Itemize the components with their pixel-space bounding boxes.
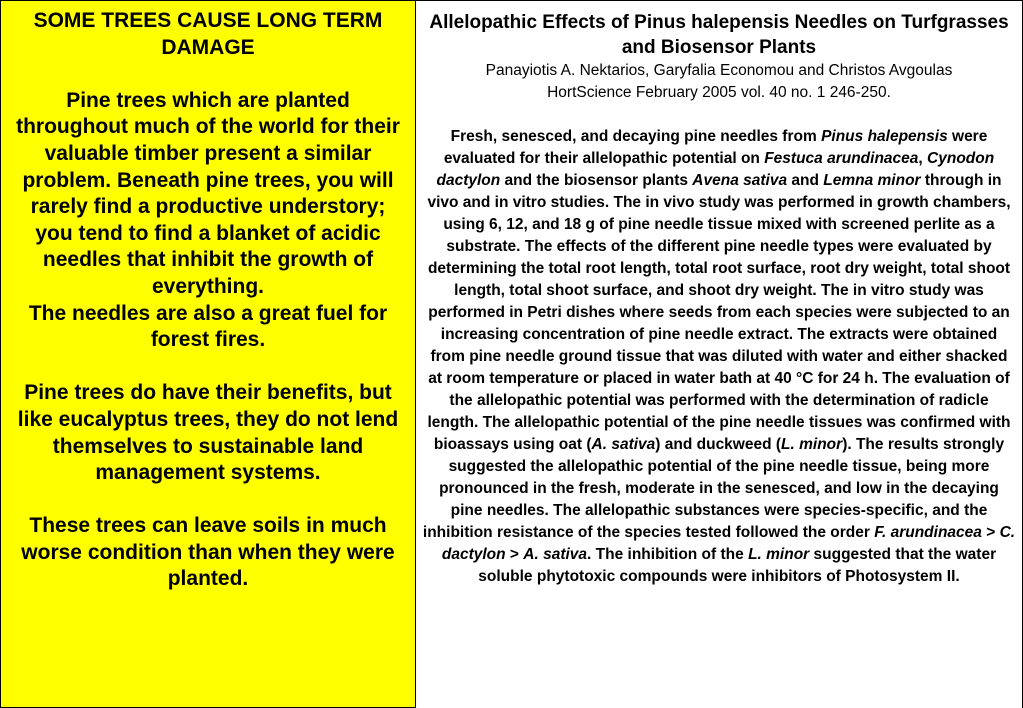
abstract-species-name: A. sativa bbox=[591, 436, 656, 453]
left-paragraph-fuel: The needles are also a great fuel for forest fires. bbox=[28, 301, 388, 352]
abstract-text: suggested that the water soluble phytotoxic compounds were inhibitors of Photosystem II. bbox=[478, 546, 997, 585]
abstract-text: > bbox=[505, 546, 524, 563]
abstract-species-name: Avena sativa bbox=[692, 172, 788, 189]
abstract-text: ) and duckweed ( bbox=[655, 436, 782, 453]
left-panel bbox=[0, 0, 416, 708]
left-paragraph-benefits: Pine trees do have their benefits, but like eucalyptus trees, they do not lend themselves to sustainable land management systems. bbox=[17, 381, 399, 485]
spacer bbox=[11, 61, 405, 88]
abstract-species-name: Cynodon dactylon bbox=[436, 150, 995, 189]
abstract-text: ). The results strongly suggested the allelopathic potential of the pine needle tissue, being more pronounced in the fresh, moderate in the senesced, and low in the decaying pine needles. The allelopathic substances were species-specific, and the inhibition resistance of the species tested followed the order bbox=[422, 436, 1005, 541]
abstract-text: > bbox=[981, 524, 1000, 541]
abstract-text: were evaluated for their allelopathic potential on bbox=[443, 128, 988, 167]
right-panel bbox=[416, 0, 1023, 708]
left-paragraph-soils: These trees can leave soils in much worse condition than when they were planted. bbox=[21, 514, 395, 591]
paper-authors: Panayiotis A. Nektarios, Garyfalia Economou and Christos Avgoulas bbox=[485, 62, 953, 79]
abstract-text: and the biosensor plants bbox=[500, 172, 693, 189]
abstract-text: Fresh, senesced, and decaying pine needles from bbox=[450, 128, 822, 145]
abstract-species-name: L. minor bbox=[748, 546, 810, 563]
abstract-species-name: Pinus halepensis bbox=[821, 128, 948, 145]
abstract-species-name: A. sativa bbox=[523, 546, 588, 563]
abstract-species-name: F. arundinacea bbox=[874, 524, 982, 541]
abstract-species-name: Festuca arundinacea bbox=[764, 150, 919, 167]
abstract-species-name: C. dactylon bbox=[441, 524, 1016, 563]
abstract-text: through in vivo and in vitro studies. The in vivo study was performed in growth chambers, using 6, 12, and 18 g of pine needle tissue mixed with screened perlite as a substrate. The effects of the different pine needle types were evaluated by determining the total root length, total root surface, root dry weight, total shoot length, total shoot surface, and shoot dry weight. The in vitro study was performed in Petri dishes where seeds from each species were subjected to an increasing concentration of pine needle extract. The extracts were obtained from pine needle ground tissue that was diluted with water and either shacked at room temperature or placed in water bath at 40 °C for 24 h. The evaluation of the allelopathic potential was performed with the determination of radicle length. The allelopathic potential of the pine needle tissues was confirmed with bioassays using oat ( bbox=[427, 172, 1011, 453]
abstract-species-name: L. minor bbox=[781, 436, 843, 453]
left-heading: SOME TREES CAUSE LONG TERM DAMAGE bbox=[33, 9, 383, 59]
abstract-text: , bbox=[918, 150, 928, 167]
paper-title: Allelopathic Effects of Pinus halepensis Needles on Turfgrasses and Biosensor Plants bbox=[429, 12, 1009, 58]
abstract-species-name: Lemna minor bbox=[823, 172, 921, 189]
paper-journal: HortScience February 2005 vol. 40 no. 1 246-250. bbox=[547, 84, 891, 101]
abstract-text: and bbox=[787, 172, 824, 189]
abstract-text: . The inhibition of the bbox=[587, 546, 749, 563]
paper-abstract bbox=[422, 126, 1016, 588]
spacer bbox=[11, 487, 405, 514]
spacer bbox=[11, 354, 405, 381]
left-paragraph-timber: Pine trees which are planted throughout much of the world for their valuable timber present a similar problem. Beneath pine trees, you will rarely find a productive understory; you tend to find a blanket of acidic needles that inhibit the growth of everything. bbox=[16, 88, 400, 298]
